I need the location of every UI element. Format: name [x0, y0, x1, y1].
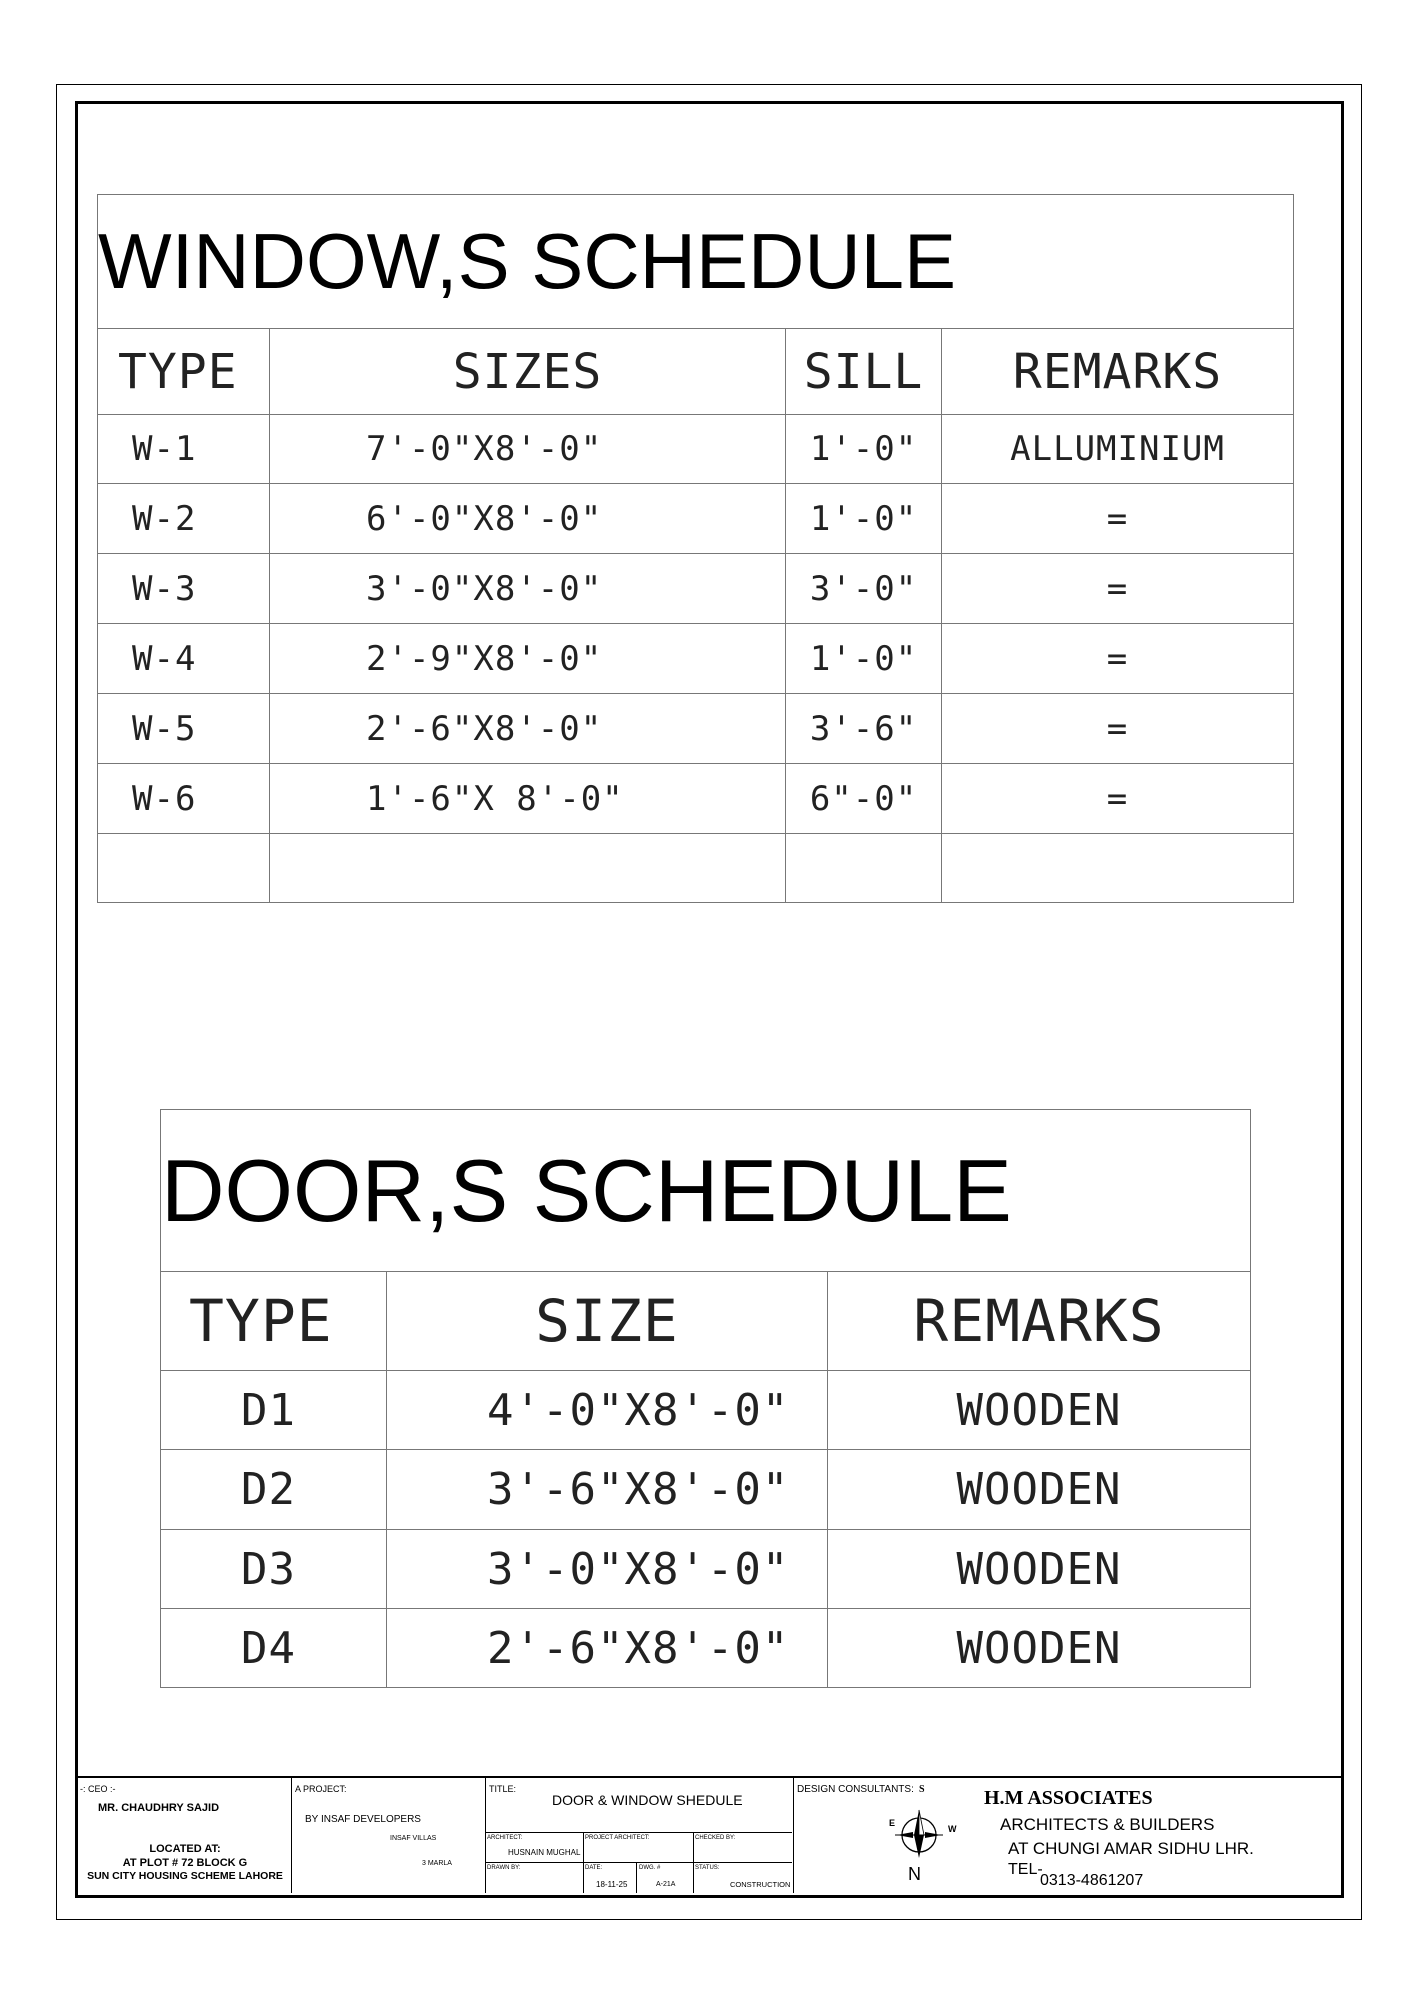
title-block: [78, 1776, 1341, 1893]
door-size: 2'-6"X8'-0": [387, 1609, 828, 1688]
door-type: D4: [161, 1609, 387, 1688]
door-schedule-title: DOOR,S SCHEDULE: [161, 1110, 1251, 1272]
project-architect-label: PROJECT ARCHITECT:: [585, 1835, 650, 1841]
window-remarks: =: [942, 484, 1294, 554]
window-remarks: ALLUMINIUM: [942, 415, 1294, 484]
consultants-label: DESIGN CONSULTANTS:: [797, 1784, 914, 1795]
window-header-sill: SILL: [786, 329, 942, 415]
window-size: 3'-0"X8'-0": [270, 554, 786, 624]
window-type: W-3: [98, 554, 270, 624]
door-remarks: WOODEN: [828, 1450, 1251, 1530]
table-row: [98, 624, 1294, 694]
date-label: DATE:: [585, 1865, 603, 1871]
window-type: W-5: [98, 694, 270, 764]
window-sill: 1'-0": [786, 484, 942, 554]
title-block-ceo: [78, 1778, 292, 1893]
table-row-empty: [98, 834, 1294, 903]
door-remarks: WOODEN: [828, 1609, 1251, 1688]
project-by: BY INSAF DEVELOPERS: [305, 1814, 421, 1825]
drawing-title: DOOR & WINDOW SHEDULE: [552, 1792, 743, 1808]
window-type: W-4: [98, 624, 270, 694]
window-header-type: TYPE: [98, 329, 270, 415]
project-size: 3 MARLA: [422, 1860, 452, 1867]
window-header-sizes: SIZES: [270, 329, 786, 415]
door-header-remarks: REMARKS: [828, 1272, 1251, 1371]
door-remarks: WOODEN: [828, 1530, 1251, 1609]
door-schedule-table: [160, 1109, 1251, 1688]
window-remarks: =: [942, 694, 1294, 764]
tel-value: 0313-4861207: [1040, 1872, 1144, 1889]
door-type: D2: [161, 1450, 387, 1530]
window-size: 6'-0"X8'-0": [270, 484, 786, 554]
window-remarks: =: [942, 554, 1294, 624]
door-size: 4'-0"X8'-0": [387, 1371, 828, 1450]
ceo-name: MR. CHAUDHRY SAJID: [98, 1802, 220, 1814]
title-block-consultants: [794, 1778, 1339, 1893]
window-header-remarks: REMARKS: [942, 329, 1294, 415]
window-type: W-1: [98, 415, 270, 484]
ceo-label: -: CEO :-: [80, 1784, 116, 1794]
located-label: LOCATED AT:: [149, 1843, 221, 1855]
window-size: 2'-6"X8'-0": [270, 694, 786, 764]
firm-line1: ARCHITECTS & BUILDERS: [1000, 1815, 1215, 1834]
title-label: TITLE:: [489, 1784, 517, 1794]
window-sill: 1'-0": [786, 624, 942, 694]
window-size: 1'-6"X 8'-0": [270, 764, 786, 834]
compass-n: N: [908, 1864, 921, 1884]
compass-e: E: [889, 1818, 896, 1828]
tel-label: TEL-: [1008, 1861, 1043, 1878]
door-type: D1: [161, 1371, 387, 1450]
table-row: [161, 1530, 1251, 1609]
table-row: [161, 1450, 1251, 1530]
located-line2: SUN CITY HOUSING SCHEME LAHORE: [87, 1870, 283, 1882]
table-row: [98, 694, 1294, 764]
window-size: 2'-9"X8'-0": [270, 624, 786, 694]
door-type: D3: [161, 1530, 387, 1609]
table-row: [161, 1371, 1251, 1450]
table-row: [98, 415, 1294, 484]
project-name: INSAF VILLAS: [390, 1835, 437, 1842]
window-remarks: =: [942, 624, 1294, 694]
status-value: CONSTRUCTION: [730, 1880, 791, 1889]
door-header-type: TYPE: [161, 1272, 387, 1371]
checked-by-label: CHECKED BY:: [695, 1835, 736, 1841]
dwg-label: DWG. #: [639, 1865, 661, 1871]
compass-s: S: [919, 1784, 925, 1795]
firm-name: H.M ASSOCIATES: [984, 1787, 1153, 1809]
window-size: 7'-0"X8'-0": [270, 415, 786, 484]
status-label: STATUS:: [695, 1865, 720, 1871]
window-schedule-title: WINDOW,S SCHEDULE: [98, 195, 1294, 329]
table-row: [98, 764, 1294, 834]
window-sill: 3'-6": [786, 694, 942, 764]
located-line1: AT PLOT # 72 BLOCK G: [122, 1857, 248, 1869]
table-row: [98, 554, 1294, 624]
door-size: 3'-6"X8'-0": [387, 1450, 828, 1530]
architect-label: ARCHITECT:: [487, 1835, 523, 1841]
window-remarks: =: [942, 764, 1294, 834]
project-label: A PROJECT:: [295, 1784, 347, 1794]
window-sill: 3'-0": [786, 554, 942, 624]
title-block-title: [486, 1778, 794, 1893]
door-size: 3'-0"X8'-0": [387, 1530, 828, 1609]
window-sill: 6"-0": [786, 764, 942, 834]
door-header-size: SIZE: [387, 1272, 828, 1371]
window-sill: 1'-0": [786, 415, 942, 484]
architect-value: HUSNAIN MUGHAL: [508, 1848, 581, 1857]
table-row: [98, 484, 1294, 554]
window-type: W-2: [98, 484, 270, 554]
title-block-project: [292, 1778, 486, 1893]
window-type: W-6: [98, 764, 270, 834]
door-remarks: WOODEN: [828, 1371, 1251, 1450]
firm-line2: AT CHUNGI AMAR SIDHU LHR.: [1008, 1839, 1254, 1858]
compass-w: W: [948, 1824, 957, 1834]
window-schedule-table: [97, 194, 1294, 903]
north-arrow-icon: [889, 1800, 949, 1870]
drawn-by-label: DRAWN BY:: [487, 1865, 521, 1871]
table-row: [161, 1609, 1251, 1688]
date-value: 18-11-25: [596, 1880, 628, 1889]
dwg-value: A-21A: [656, 1881, 676, 1888]
